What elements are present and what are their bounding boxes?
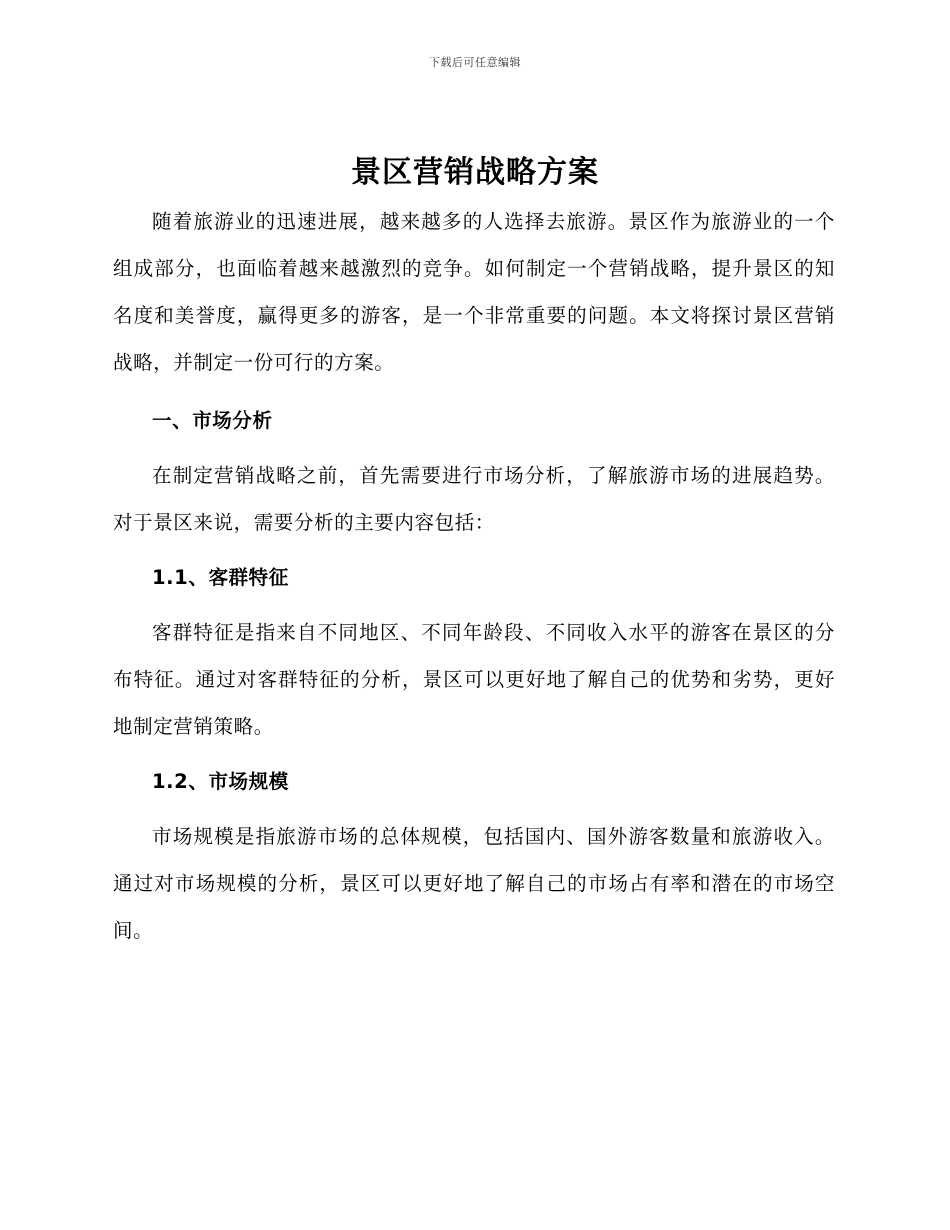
section-body-market-analysis: 在制定营销战略之前，首先需要进行市场分析，了解旅游市场的进展趋势。对于景区来说，需要分析的主要内容包括：: [113, 464, 835, 534]
section-heading-market-size: 1.2、市场规模: [152, 770, 289, 793]
section-heading-market-analysis: 一、市场分析: [152, 409, 273, 432]
header-note: 下载后可任意编辑: [429, 56, 521, 69]
intro-paragraph: 随着旅游业的迅速进展，越来越多的人选择去旅游。景区作为旅游业的一个组成部分，也面临着越来越激烈的竞争。如何制定一个营销战略，提升景区的知名度和美誉度，赢得更多的游客，是一个非常重要的问题。本文将探讨景区营销战略，并制定一份可行的方案。: [113, 210, 835, 374]
document-title: 景区营销战略方案: [351, 155, 599, 190]
section-body-customer-features: 客群特征是指来自不同地区、不同年龄段、不同收入水平的游客在景区的分布特征。通过对客群特征的分析，景区可以更好地了解自己的优势和劣势，更好地制定营销策略。: [113, 621, 835, 738]
document-body: [113, 198, 835, 954]
section-body-market-size: 市场规模是指旅游市场的总体规模，包括国内、国外游客数量和旅游收入。通过对市场规模的分析，景区可以更好地了解自己的市场占有率和潜在的市场空间。: [113, 825, 835, 942]
section-heading-customer-features: 1.1、客群特征: [152, 566, 289, 589]
